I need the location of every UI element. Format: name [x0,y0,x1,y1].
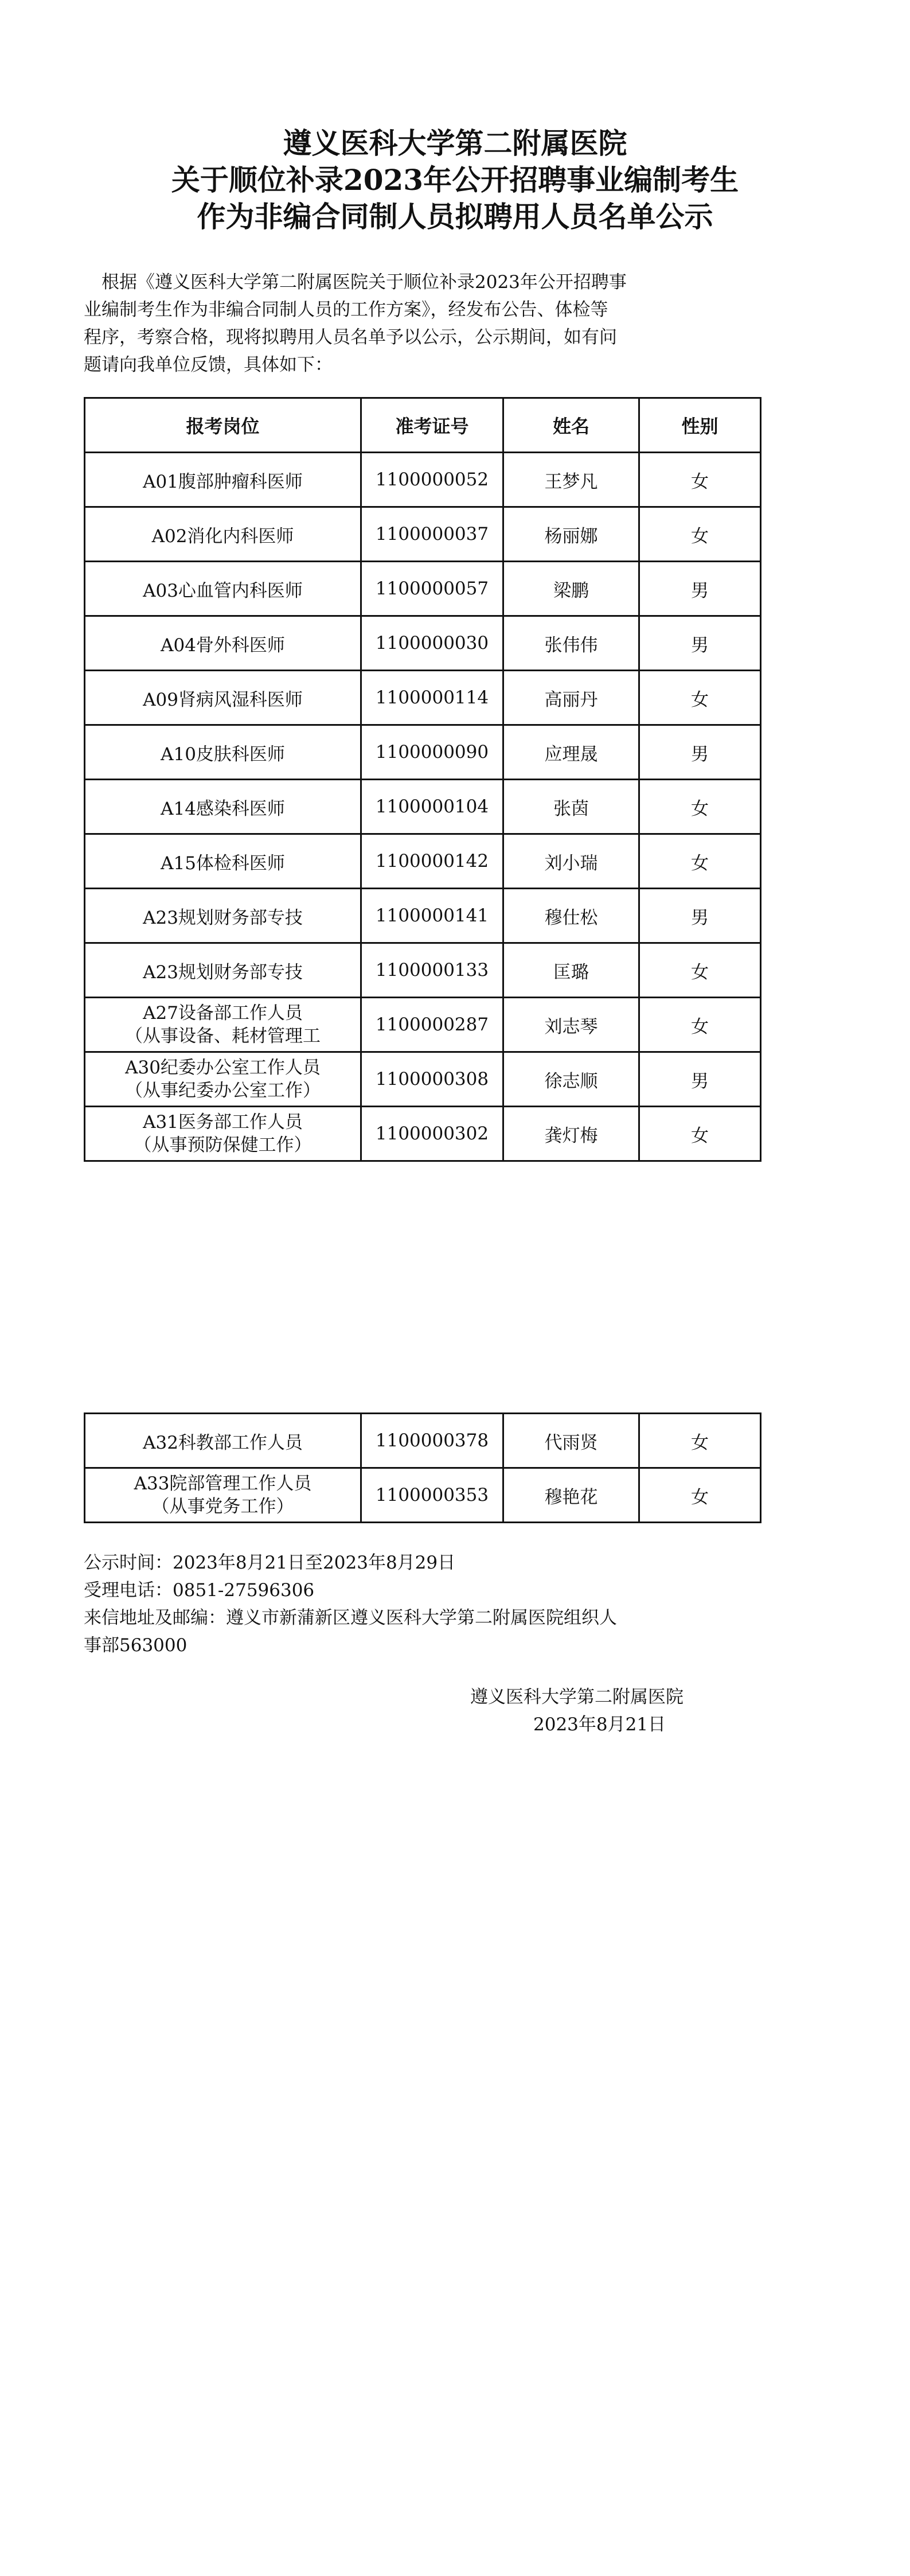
post-cell: A02消化内科医师 [85,507,361,562]
document-title-line-1: 遵义医科大学第二附属医院 [283,126,627,160]
table-row [85,453,761,507]
post-title: A30纪委办公室工作人员 [125,1057,321,1078]
sex-cell: 男 [639,562,761,616]
table-header-row [85,398,761,453]
name-cell: 王梦凡 [503,453,639,507]
post-cell: A10皮肤科医师 [85,725,361,780]
post-note: （从事预防保健工作） [134,1135,312,1155]
post-cell: A15体检科医师 [85,834,361,889]
exam-id-cell: 1100000057 [361,562,503,616]
name-cell: 应理晟 [503,725,639,780]
table-row [85,780,761,834]
post-cell: A04骨外科医师 [85,616,361,671]
name-cell: 刘小瑞 [503,834,639,889]
name-cell: 代雨贤 [503,1414,639,1468]
table-row [85,1107,761,1161]
intro-paragraph [84,269,760,379]
name-cell: 高丽丹 [503,671,639,725]
table-row [85,889,761,943]
sex-cell: 女 [639,1468,761,1523]
table-row [85,507,761,562]
post-cell: A14感染科医师 [85,780,361,834]
sex-cell: 女 [639,1414,761,1468]
contact-phone: 受理电话：0851-27596306 [84,1580,315,1601]
table-row [85,1468,761,1523]
sex-cell: 女 [639,507,761,562]
sex-cell: 男 [639,889,761,943]
name-cell: 张伟伟 [503,616,639,671]
sex-cell: 男 [639,616,761,671]
table-row [85,1414,761,1468]
post-note: （从事纪委办公室工作） [125,1080,321,1101]
header-exam-id: 准考证号 [361,398,503,453]
document-title-line-3: 作为非编合同制人员拟聘用人员名单公示 [197,200,713,234]
header-sex: 性别 [639,398,761,453]
mailing-address: 来信地址及邮编：遵义市新蒲新区遵义医科大学第二附属医院组织人 [84,1608,617,1628]
post-cell [85,1107,361,1161]
exam-id-cell: 1100000287 [361,998,503,1052]
intro-line: 题请向我单位反馈，具体如下： [84,355,333,375]
candidate-table [84,397,761,1162]
table-row [85,834,761,889]
sex-cell: 女 [639,780,761,834]
intro-line: 程序，考察合格，现将拟聘用人员名单予以公示，公示期间，如有问 [84,327,617,348]
post-cell: A32科教部工作人员 [85,1414,361,1468]
sex-cell: 女 [639,1107,761,1161]
name-cell: 穆仕松 [503,889,639,943]
name-cell: 匡璐 [503,943,639,998]
sex-cell: 女 [639,453,761,507]
signature-organization: 遵义医科大学第二附属医院 [470,1687,684,1707]
post-cell: A23规划财务部专技 [85,889,361,943]
post-note: （从事党务工作） [151,1496,294,1517]
exam-id-cell: 1100000142 [361,834,503,889]
exam-id-cell: 1100000052 [361,453,503,507]
footer-info [84,1549,760,1659]
sex-cell: 女 [639,998,761,1052]
post-cell: A23规划财务部专技 [85,943,361,998]
table-row [85,998,761,1052]
post-cell: A09肾病风湿科医师 [85,671,361,725]
table-row [85,1052,761,1107]
name-cell: 龚灯梅 [503,1107,639,1161]
name-cell: 张茵 [503,780,639,834]
exam-id-cell: 1100000302 [361,1107,503,1161]
exam-id-cell: 1100000141 [361,889,503,943]
exam-id-cell: 1100000308 [361,1052,503,1107]
post-title: A33院部管理工作人员 [134,1473,312,1494]
exam-id-cell: 1100000133 [361,943,503,998]
exam-id-cell: 1100000353 [361,1468,503,1523]
table-row [85,943,761,998]
document-title-line-2: 关于顺位补录2023年公开招聘事业编制考生 [171,163,739,197]
exam-id-cell: 1100000090 [361,725,503,780]
table-row [85,725,761,780]
post-cell: A03心血管内科医师 [85,562,361,616]
name-cell: 杨丽娜 [503,507,639,562]
post-cell [85,1468,361,1523]
post-cell [85,998,361,1052]
mailing-address-cont: 事部563000 [84,1635,188,1656]
name-cell: 梁鹏 [503,562,639,616]
header-post: 报考岗位 [85,398,361,453]
exam-id-cell: 1100000378 [361,1414,503,1468]
sex-cell: 女 [639,943,761,998]
sex-cell: 女 [639,834,761,889]
post-title: A27设备部工作人员 [143,1003,303,1024]
post-note: （从事设备、耗材管理工 [125,1026,321,1046]
name-cell: 徐志顺 [503,1052,639,1107]
intro-line: 根据《遵义医科大学第二附属医院关于顺位补录2023年公开招聘事 [84,272,627,293]
exam-id-cell: 1100000037 [361,507,503,562]
sex-cell: 男 [639,725,761,780]
sex-cell: 男 [639,1052,761,1107]
post-cell: A01腹部肿瘤科医师 [85,453,361,507]
header-name: 姓名 [503,398,639,453]
candidate-table-continued [84,1412,761,1523]
post-title: A31医务部工作人员 [143,1112,303,1133]
post-cell [85,1052,361,1107]
table-row [85,562,761,616]
intro-line: 业编制考生作为非编合同制人员的工作方案》，经发布公告、体检等 [84,299,608,320]
exam-id-cell: 1100000030 [361,616,503,671]
name-cell: 刘志琴 [503,998,639,1052]
exam-id-cell: 1100000114 [361,671,503,725]
name-cell: 穆艳花 [503,1468,639,1523]
table-row [85,616,761,671]
signature-date: 2023年8月21日 [533,1714,666,1735]
exam-id-cell: 1100000104 [361,780,503,834]
publicity-period: 公示时间：2023年8月21日至2023年8月29日 [84,1552,456,1573]
table-row [85,671,761,725]
sex-cell: 女 [639,671,761,725]
